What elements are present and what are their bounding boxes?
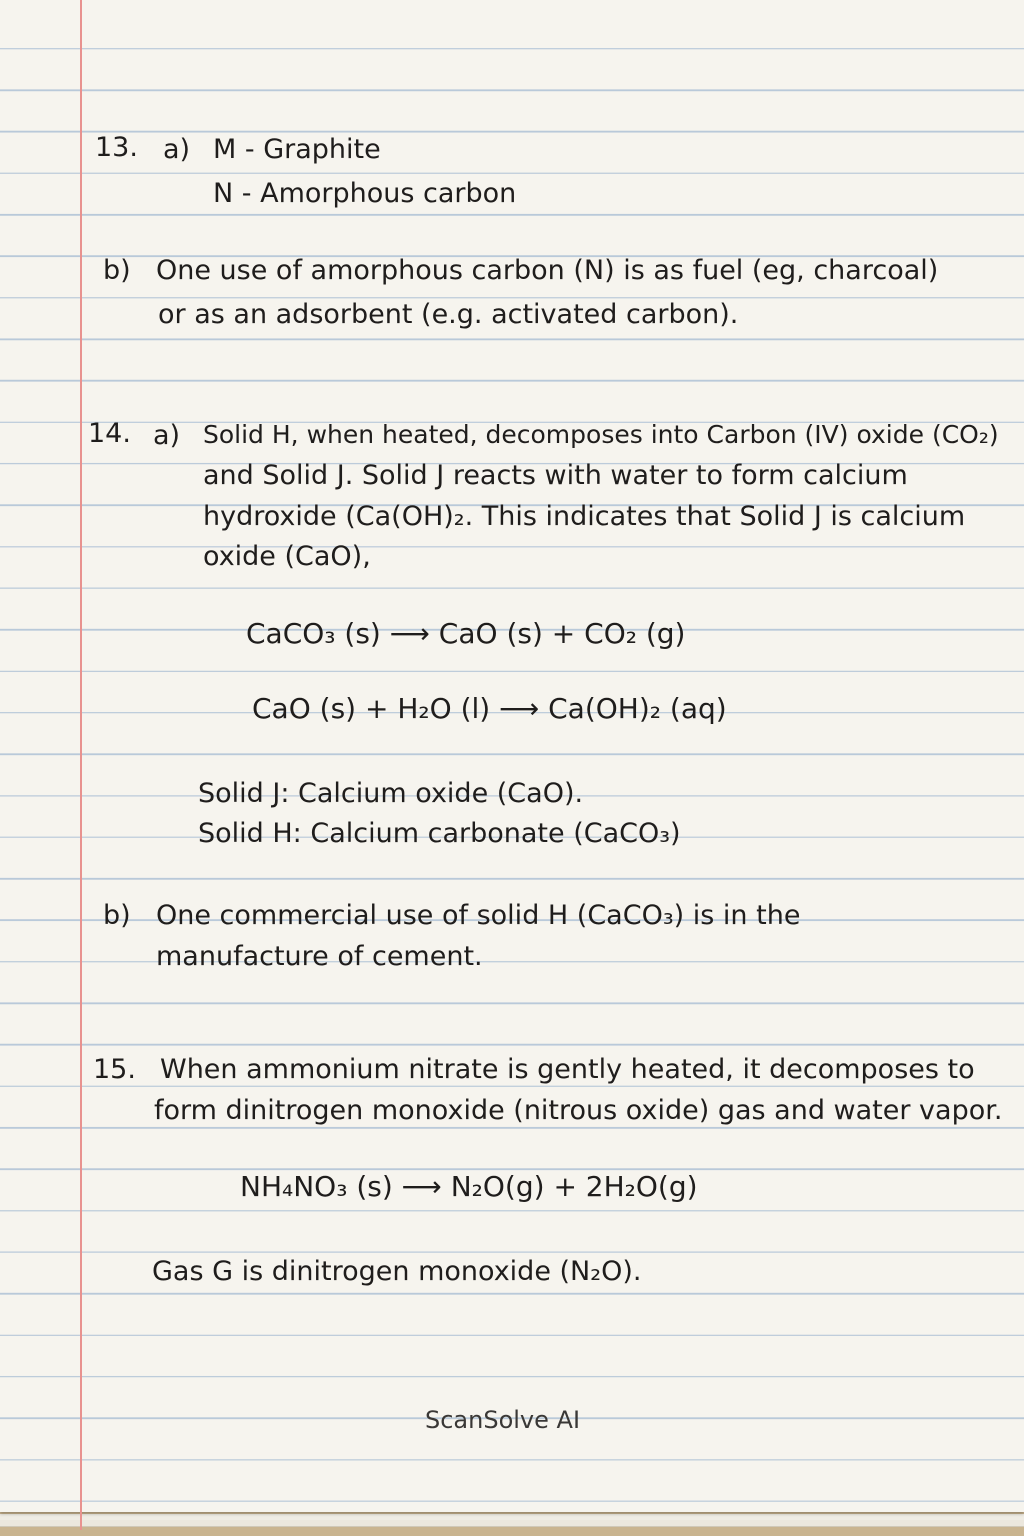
q14-a-line1: Solid H, when heated, decomposes into Carbon (IV) oxide (CO₂) [203, 420, 999, 449]
q14-a-line4: oxide (CaO), [203, 541, 371, 572]
q14-a-line2: and Solid J. Solid J reacts with water to form calcium [203, 460, 908, 491]
q13-number: 13. [95, 132, 138, 163]
q13-b-line1: One use of amorphous carbon (N) is as fuel (eg, charcoal) [156, 255, 939, 286]
q14-b-line2: manufacture of cement. [156, 941, 483, 972]
q13-a-line1: M - Graphite [213, 134, 381, 165]
q14-equation-1: CaCO₃ (s) ⟶ CaO (s) + CO₂ (g) [246, 617, 686, 650]
q13-b-label: b) [103, 255, 131, 286]
q14-solid-h: Solid H: Calcium carbonate (CaCO₃) [198, 818, 681, 849]
q14-equation-2: CaO (s) + H₂O (l) ⟶ Ca(OH)₂ (aq) [252, 692, 727, 725]
margin-line [80, 0, 82, 1530]
paper-stack-edge [0, 1520, 1024, 1527]
q15-line2: form dinitrogen monoxide (nitrous oxide) gas and water vapor. [154, 1095, 1003, 1126]
q13-a-line2: N - Amorphous carbon [213, 178, 517, 209]
footer-brand: ScanSolve AI [425, 1406, 581, 1434]
q14-b-line1: One commercial use of solid H (CaCO₃) is in the [156, 900, 801, 931]
q15-line1: When ammonium nitrate is gently heated, it decomposes to [160, 1054, 975, 1085]
q15-equation: NH₄NO₃ (s) ⟶ N₂O(g) + 2H₂O(g) [240, 1170, 698, 1203]
q14-solid-j: Solid J: Calcium oxide (CaO). [198, 778, 584, 809]
q13-b-line2: or as an adsorbent (e.g. activated carbon). [158, 299, 739, 330]
q14-a-label: a) [153, 420, 181, 451]
q14-b-label: b) [103, 900, 131, 931]
q15-conclusion: Gas G is dinitrogen monoxide (N₂O). [152, 1256, 642, 1287]
q15-number: 15. [93, 1054, 136, 1085]
q14-a-line3: hydroxide (Ca(OH)₂. This indicates that Solid J is calcium [203, 501, 966, 532]
q14-number: 14. [88, 418, 131, 449]
q13-a-label: a) [163, 134, 191, 165]
